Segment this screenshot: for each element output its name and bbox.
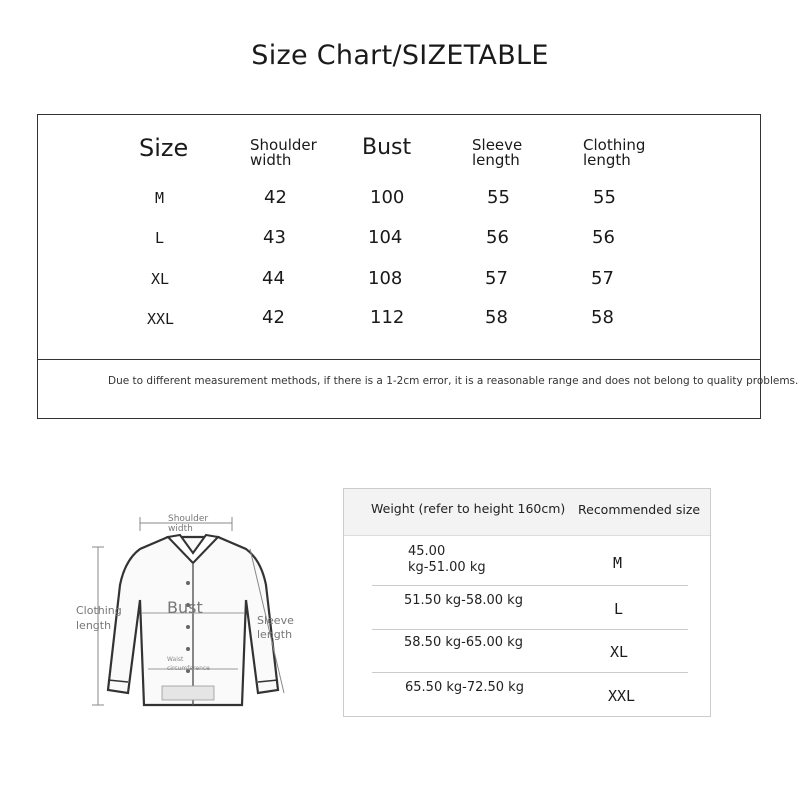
weight-cell: 65.50 kg-72.50 kg [405, 680, 524, 695]
size-table-cell: 44 [262, 268, 285, 289]
header-sleeve-line2: length [472, 151, 520, 169]
row-divider [372, 585, 688, 586]
button [186, 625, 190, 629]
size-table-cell: 42 [264, 187, 287, 208]
header-shoulder-width [250, 138, 317, 168]
header-bust: Bust [362, 135, 412, 160]
recommendation-header-divider [344, 535, 710, 536]
size-table-cell: 55 [593, 187, 616, 208]
size-table-cell: 108 [368, 268, 403, 289]
diagram-shoulder-line2: width [168, 524, 193, 534]
header-weight: Weight (refer to height 160cm) [371, 501, 566, 516]
header-clothing-line1: Clothing [583, 136, 646, 154]
diagram-bust-label: Bust [167, 598, 203, 617]
button [186, 581, 190, 585]
diagram-sleeve-length-label [257, 614, 294, 642]
diagram-clothing-length-label [76, 603, 122, 633]
header-clothing-line2: length [583, 151, 631, 169]
size-table-cell: L [155, 229, 165, 247]
measurement-note: Due to different measurement methods, if there is a 1-2cm error, it is a reasonable range and does not belong to quality problems. [108, 375, 799, 387]
label-tag [162, 686, 214, 700]
size-table-cell: 112 [370, 307, 405, 328]
size-table-cell: 57 [591, 268, 614, 289]
size-table-divider [37, 359, 761, 360]
diagram-sleeve-line1: Sleeve [257, 614, 294, 627]
row-divider [372, 629, 688, 630]
page-title: Size Chart/SIZETABLE [251, 40, 549, 71]
size-table-cell: 56 [486, 227, 509, 248]
size-table-cell: XL [151, 270, 170, 288]
header-shoulder-line2: width [250, 151, 292, 169]
header-sleeve-line1: Sleeve [472, 136, 523, 154]
row-divider [372, 672, 688, 673]
size-table-cell: XXL [147, 310, 175, 328]
size-table-cell: 104 [368, 227, 403, 248]
size-table-cell: 58 [591, 307, 614, 328]
size-table-cell: 43 [263, 227, 286, 248]
weight-cell-line1: 45.00 [408, 544, 446, 559]
diagram-shoulder-line1: Shoulder [168, 514, 209, 524]
header-clothing-length [583, 138, 645, 168]
size-table-cell: 55 [487, 187, 510, 208]
size-cell: M [613, 554, 623, 572]
diagram-waist-label [167, 655, 210, 673]
size-cell: L [614, 600, 624, 618]
header-sleeve-length [472, 138, 522, 168]
size-cell: XXL [608, 687, 636, 705]
size-table-cell: 100 [370, 187, 405, 208]
header-size: Size [139, 134, 189, 162]
size-cell: XL [610, 643, 629, 661]
diagram-clothing-line1: Clothing [76, 604, 122, 617]
header-recommended-size: Recommended size [578, 502, 701, 517]
button [186, 647, 190, 651]
size-table-cell: M [155, 189, 165, 207]
size-table-cell: 57 [485, 268, 508, 289]
size-table-cell: 42 [262, 307, 285, 328]
diagram-waist-line2: circumference [167, 665, 210, 672]
size-table-cell: 56 [592, 227, 615, 248]
size-table-cell: 58 [485, 307, 508, 328]
weight-cell [408, 544, 486, 576]
header-shoulder-line1: Shoulder [250, 136, 317, 154]
weight-cell-line2: kg-51.00 kg [408, 560, 486, 575]
diagram-clothing-line2: length [76, 619, 112, 632]
diagram-sleeve-line2: length [257, 628, 293, 641]
diagram-shoulder-label [168, 514, 208, 534]
weight-cell: 58.50 kg-65.00 kg [404, 635, 523, 650]
weight-cell: 51.50 kg-58.00 kg [404, 593, 523, 608]
diagram-waist-line1: Waist [167, 656, 184, 663]
